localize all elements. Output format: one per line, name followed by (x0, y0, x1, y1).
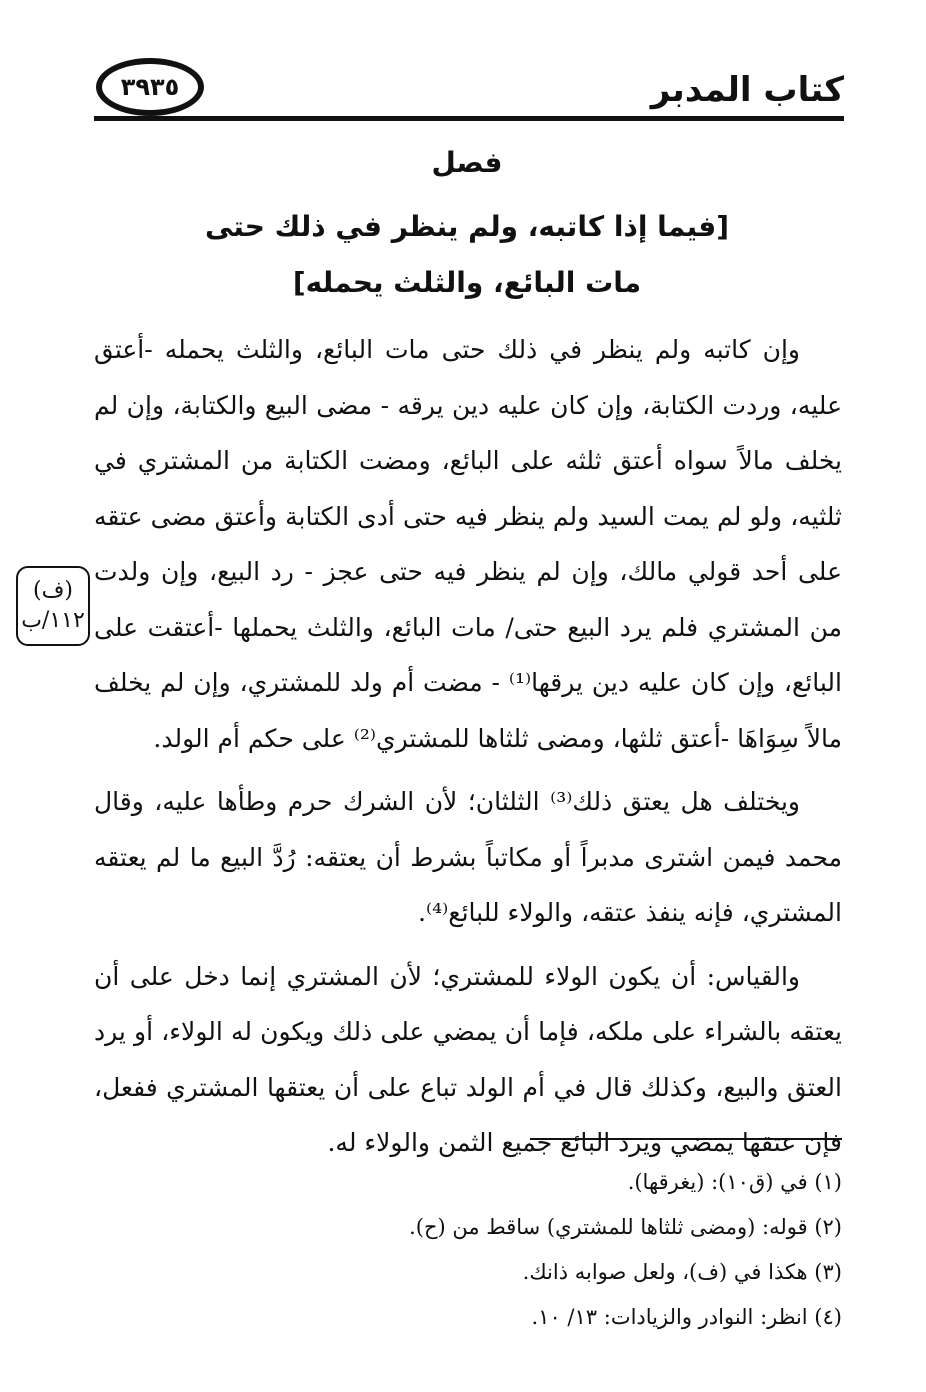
paragraph: ويختلف هل يعتق ذلك⁽³⁾ الثلثان؛ لأن الشرك حرم وطأها عليه، وقال محمد فيمن اشترى مدبراً أو مكاتباً بشرط أن يعتقه: رُدَّ البيع ما لم يعتقه المشتري، فإنه ينفذ عتقه، والولاء للبائع⁽⁴⁾. (94, 787, 842, 927)
paragraph: والقياس: أن يكون الولاء للمشتري؛ لأن المشتري إنما دخل على أن يعتقه بالشراء على ملكه، فإما أن يمضي على ذلك ويكون له الولاء، أو يرد العتق والبيع، وكذلك قال في أم الولد تباع على أن يعتقها المشتري ففعل، فإن عتقها يمضي ويرد البائع جميع الثمن والولاء له. (94, 961, 842, 1157)
chapter-title-line-2: مات البائع، والثلث يحمله] (292, 266, 642, 299)
margin-note-folio: ١١٢/ب (21, 608, 85, 633)
header-rule (94, 116, 844, 121)
page-number: ٣٩٣٥ (96, 58, 204, 116)
footnotes (94, 1160, 842, 1340)
margin-note-source: (ف) (33, 578, 73, 603)
footnote: (٤) انظر: النوادر والزيادات: ١٣/ ١٠. (531, 1305, 842, 1329)
manuscript-margin-note (16, 566, 90, 646)
body-text (94, 322, 842, 1179)
footnote: (١) في (ق١٠): (يغرقها). (627, 1170, 842, 1194)
section-heading: فصل (431, 146, 503, 179)
chapter-title-line-1: [فيما إذا كاتبه، ولم ينظر في ذلك حتى (204, 210, 730, 243)
footnote: (٢) قوله: (ومضى ثلثاها للمشتري) ساقط من (ح). (409, 1215, 842, 1239)
page-header (0, 40, 926, 130)
book-title: كتاب المدبر (650, 70, 844, 110)
paragraph: وإن كاتبه ولم ينظر في ذلك حتى مات البائع، والثلث يحمله -أعتق عليه، وردت الكتابة، وإن كان عليه دين يرقه - مضى البيع والكتابة، وإن لم يخلف مالاً سواه أعتق ثلثه على البائع، ومضت الكتابة من المشتري في ثلثيه، ولو لم يمت السيد ولم ينظر فيه حتى أدى الكتابة وأعتق مضى عتقه على أحد قولي مالك، وإن لم ينظر فيه حتى عجز - رد البيع، وإن ولدت من المشتري فلم يرد البيع حتى/ مات البائع، والثلث يحملها -أعتقت على البائع، وإن كان عليه دين يرقها⁽¹⁾ - مضت أم ولد للمشتري، وإن لم يخلف مالاً سِوَاهَا -أعتق ثلثها، ومضى ثلثاها للمشتري⁽²⁾ على حكم أم الولد. (94, 335, 842, 753)
footnote: (٣) هكذا في (ف)، ولعل صوابه ذانك. (522, 1260, 842, 1284)
footnote-separator (530, 1138, 842, 1140)
